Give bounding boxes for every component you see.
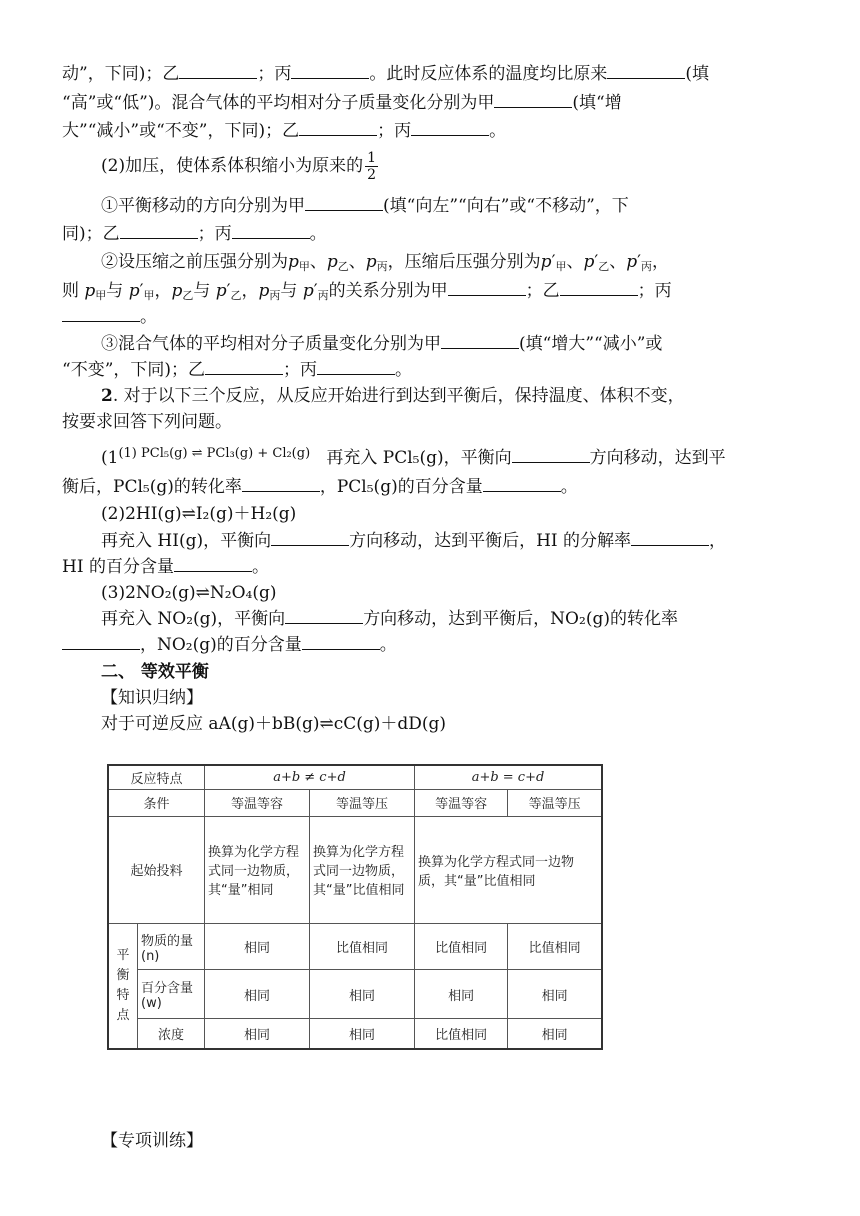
table-cell: 相同 bbox=[205, 923, 310, 970]
text-line: “不变”，下同)；乙 ；丙 。 bbox=[62, 360, 413, 380]
table-header-cell: a+b ≠ c+d bbox=[205, 765, 415, 790]
table-header-cell: 浓度 bbox=[138, 1019, 205, 1049]
answer-blank[interactable] bbox=[512, 446, 590, 463]
text-line: ②设压缩之前压强分别为$p_甲$、$p_乙$、$p_丙$，压缩后压强分别为$p'_甲$、$p'_乙$、$p'_丙$， bbox=[101, 252, 669, 273]
table-cell: 等温等容 bbox=[415, 790, 508, 816]
answer-blank[interactable] bbox=[483, 475, 561, 492]
table-cell: 相同 bbox=[205, 1019, 310, 1049]
answer-blank[interactable] bbox=[631, 529, 709, 546]
text-line: 动”，下同)；乙 ；丙 。此时反应体系的温度均比原来 (填 bbox=[62, 64, 709, 84]
section-heading: 二、 等效平衡 bbox=[101, 662, 209, 682]
table-cell: 换算为化学方程式同一边物质，其“量”比值相同 bbox=[415, 816, 603, 923]
table-cell: 等温等压 bbox=[310, 790, 415, 816]
text-line: 按要求回答下列问题。 bbox=[62, 412, 232, 432]
table-cell: 换算为化学方程式同一边物质，其“量”相同 bbox=[205, 816, 310, 923]
fraction: $\frac{1}{2}$ bbox=[367, 150, 377, 183]
text-line: 同)；乙 ；丙 。 bbox=[62, 224, 327, 244]
answer-blank[interactable] bbox=[62, 305, 140, 322]
knowledge-heading: 【知识归纳】 bbox=[101, 688, 203, 708]
answer-blank[interactable] bbox=[271, 529, 349, 546]
text-line: 。 bbox=[62, 305, 800, 329]
text-line: 则 $p_甲$与 $p'_甲$，$p_乙$与 $p'_乙$，$p_丙$与 $p'_丙$的关系分别为甲 ；乙 ；丙 bbox=[62, 281, 672, 302]
table-cell: 比值相同 bbox=[415, 1019, 508, 1049]
table-cell: 等温等容 bbox=[205, 790, 310, 816]
answer-blank[interactable] bbox=[205, 358, 283, 375]
text-line: 再充入 HI(g)，平衡向 方向移动，达到平衡后，HI 的分解率 ， bbox=[101, 531, 727, 551]
reaction-line: 对于可逆反应 aA(g)＋bB(g)⇌cC(g)＋dD(g) bbox=[101, 714, 447, 734]
answer-blank[interactable] bbox=[448, 279, 526, 296]
table-cell: 相同 bbox=[310, 970, 415, 1019]
question-heading: 2. 对于以下三个反应，从反应开始进行到达到平衡后，保持温度、体积不变， bbox=[101, 386, 685, 406]
table-cell: 比值相同 bbox=[415, 923, 508, 970]
text-line: 大”“减小”或“不变”，下同)；乙 ；丙 。 bbox=[62, 121, 507, 141]
table-header-cell: 反应特点 bbox=[108, 765, 205, 790]
table-header-cell: 百分含量(w) bbox=[138, 970, 205, 1019]
text-line: (2)2HI(g)⇌I₂(g)＋H₂(g) bbox=[101, 504, 297, 524]
answer-blank[interactable] bbox=[232, 222, 310, 239]
equivalent-equilibrium-table bbox=[107, 764, 603, 1050]
table-cell: 相同 bbox=[508, 1019, 602, 1049]
answer-blank[interactable] bbox=[174, 555, 252, 572]
table-header-cell: 平衡特点 bbox=[108, 923, 138, 1049]
answer-blank[interactable] bbox=[305, 194, 383, 211]
table-header-cell: 起始投料 bbox=[108, 816, 205, 923]
table-cell: 相同 bbox=[415, 970, 508, 1019]
table-cell: 换算为化学方程式同一边物质，其“量”比值相同 bbox=[310, 816, 415, 923]
text-line: 衡后，PCl₅(g)的转化率 ，PCl₅(g)的百分含量 。 bbox=[62, 477, 578, 497]
table-cell: 比值相同 bbox=[508, 923, 602, 970]
table-cell: 等温等压 bbox=[508, 790, 602, 816]
training-heading: 【专项训练】 bbox=[101, 1131, 203, 1151]
answer-blank[interactable] bbox=[560, 279, 638, 296]
answer-blank[interactable] bbox=[317, 358, 395, 375]
answer-blank[interactable] bbox=[494, 91, 572, 108]
table-header-cell: 条件 bbox=[108, 790, 205, 816]
text-line: 再充入 NO₂(g)，平衡向 方向移动，达到平衡后，NO₂(g)的转化率 bbox=[101, 609, 678, 629]
text-line: (2)加压，使体系体积缩小为原来的 $\frac{1}{2}$ bbox=[101, 150, 377, 183]
equation-image: (1) PCl₅(g) ⇌ PCl₃(g) + Cl₂(g) bbox=[118, 446, 311, 461]
text-line: ，NO₂(g)的百分含量 。 bbox=[62, 633, 800, 657]
answer-blank[interactable] bbox=[120, 222, 198, 239]
answer-blank[interactable] bbox=[411, 119, 489, 136]
table-cell: 相同 bbox=[310, 1019, 415, 1049]
answer-blank[interactable] bbox=[242, 475, 320, 492]
answer-blank[interactable] bbox=[285, 607, 363, 624]
table-cell: 比值相同 bbox=[310, 923, 415, 970]
answer-blank[interactable] bbox=[179, 62, 257, 79]
table-header-cell: 物质的量(n) bbox=[138, 923, 205, 970]
text-line: ①平衡移动的方向分别为甲 (填“向左”“向右”或“不移动”，下 bbox=[101, 196, 629, 216]
table-cell: 相同 bbox=[508, 970, 602, 1019]
answer-blank[interactable] bbox=[62, 633, 140, 650]
table-cell: 相同 bbox=[205, 970, 310, 1019]
answer-blank[interactable] bbox=[291, 62, 369, 79]
text-line: “高”或“低”)。混合气体的平均相对分子质量变化分别为甲 (填“增 bbox=[62, 93, 622, 113]
answer-blank[interactable] bbox=[441, 332, 519, 349]
answer-blank[interactable] bbox=[302, 633, 380, 650]
answer-blank[interactable] bbox=[607, 62, 685, 79]
table-header-cell: a+b = c+d bbox=[415, 765, 603, 790]
text-line: ③混合气体的平均相对分子质量变化分别为甲 (填“增大”“减小”或 bbox=[101, 334, 663, 354]
text-line: (3)2NO₂(g)⇌N₂O₄(g) bbox=[101, 583, 277, 603]
text-line: HI 的百分含量 。 bbox=[62, 557, 269, 577]
text-line: ($1^{(1) PCl_5(g) \rightleftharpoons PCl_3(g) + Cl_2(g)}$ 再充入 PCl₅(g)，平衡向 方向移动，达到平 bbox=[101, 446, 726, 468]
answer-blank[interactable] bbox=[299, 119, 377, 136]
